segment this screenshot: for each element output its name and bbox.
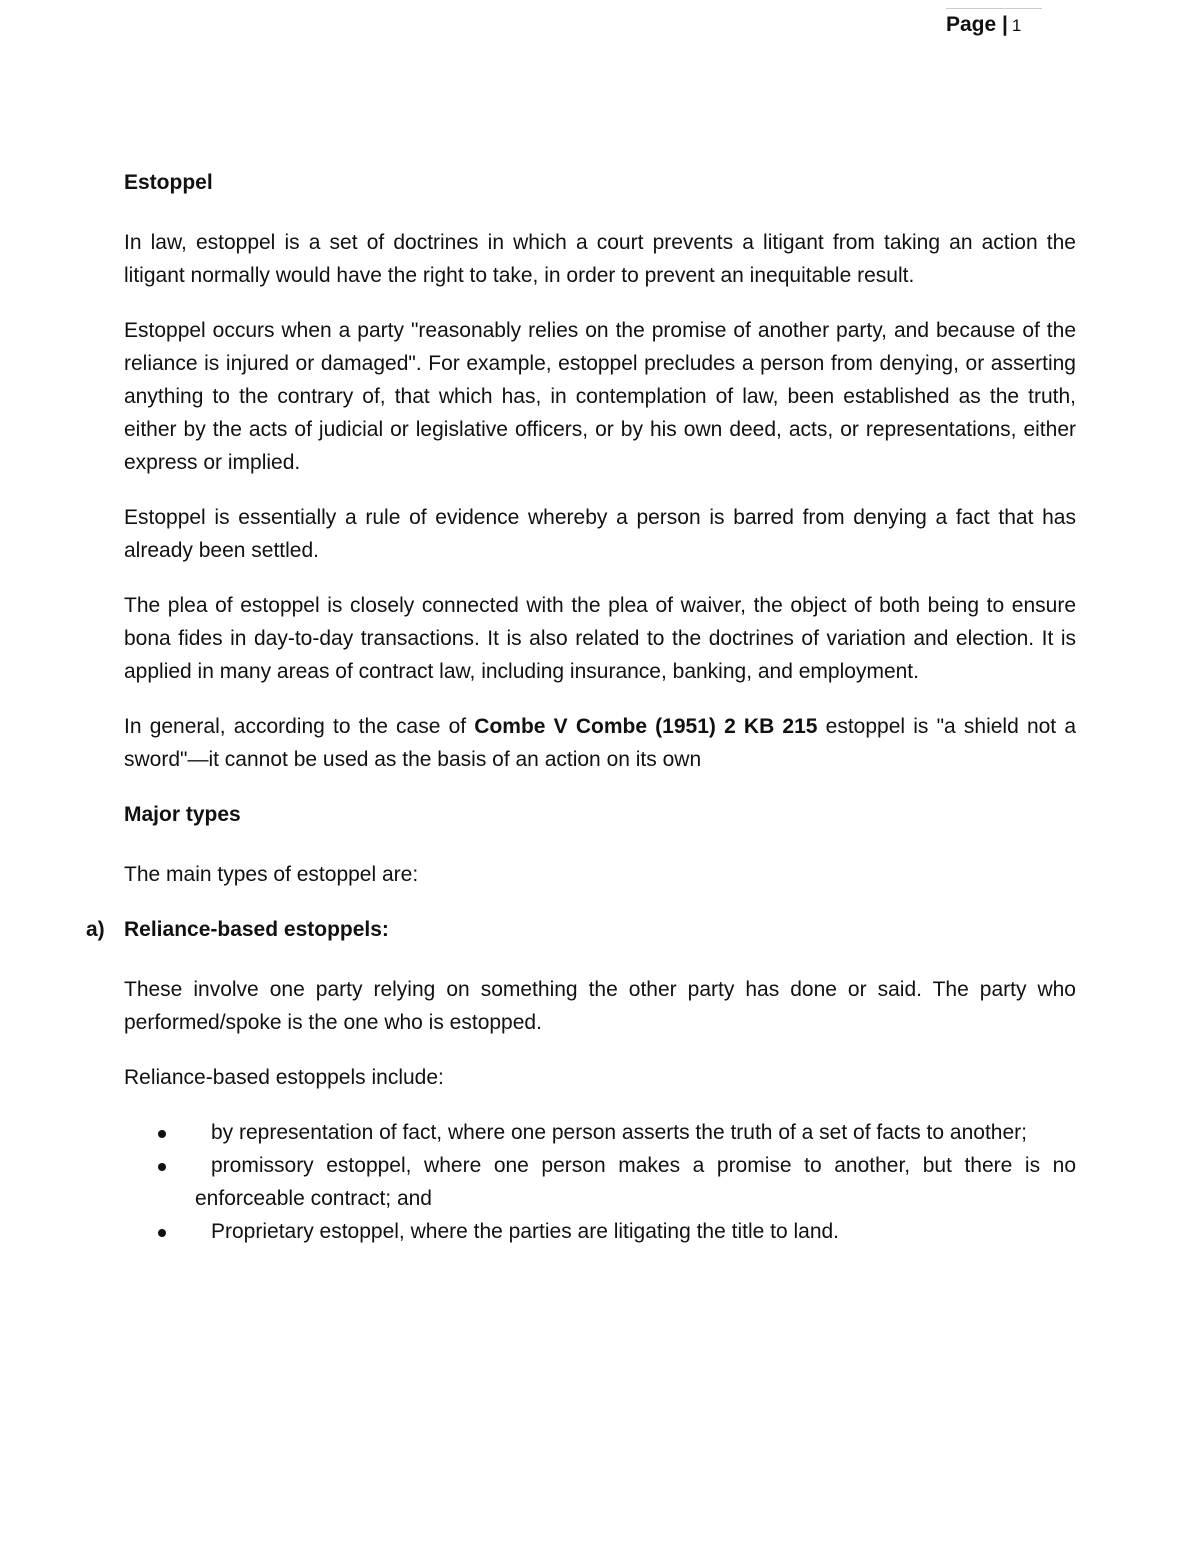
list-item: Proprietary estoppel, where the parties are litigating the title to land. bbox=[195, 1215, 1076, 1248]
bullet-icon bbox=[158, 1130, 166, 1138]
case-citation: Combe V Combe (1951) 2 KB 215 bbox=[474, 715, 818, 738]
reliance-description: These involve one party relying on something the other party has done or said. The party who performed/spoke is the one who is estopped. bbox=[124, 978, 1076, 1034]
bullet-icon bbox=[158, 1163, 166, 1171]
paragraph-reliance: Estoppel occurs when a party "reasonably relies on the promise of another party, and because of the reliance is injured or damaged". For example, estoppel precludes a person from denying, or asserting anything to the contrary of, that which has, in contemplation of law, been established as the truth, either by the acts of judicial or legislative officers, or by his own deed, acts, or representations, either express or implied. bbox=[124, 319, 1076, 474]
page-header bbox=[946, 8, 1042, 37]
major-types-intro: The main types of estoppel are: bbox=[124, 863, 419, 886]
major-types-heading: Major types bbox=[124, 803, 241, 826]
reliance-heading: Reliance-based estoppels: bbox=[124, 918, 389, 941]
reliance-types-list bbox=[124, 1116, 1076, 1248]
bullet-icon bbox=[158, 1229, 166, 1237]
case-conclusion-text: estoppel is "a shield not a sword"—it cannot be used as the basis of an action on its own bbox=[124, 715, 1076, 771]
reliance-includes: Reliance-based estoppels include: bbox=[124, 1066, 444, 1089]
page-label: Page | bbox=[946, 13, 1008, 36]
document-body bbox=[86, 166, 1076, 1248]
paragraph-shield-not-sword bbox=[124, 710, 1076, 776]
reliance-heading-item bbox=[86, 913, 1076, 946]
page-number: 1 bbox=[1011, 16, 1022, 35]
paragraph-waiver: The plea of estoppel is closely connected with the plea of waiver, the object of both being to ensure bona fides in day-to-day transactions. It is also related to the doctrines of variation and election. It is applied in many areas of contract law, including insurance, banking, and employment. bbox=[124, 594, 1076, 683]
list-marker: a) bbox=[86, 918, 105, 941]
paragraph-rule-of-evidence: Estoppel is essentially a rule of evidence whereby a person is barred from denying a fact that has already been settled. bbox=[124, 506, 1076, 562]
paragraph-definition: In law, estoppel is a set of doctrines in which a court prevents a litigant from taking an action the litigant normally would have the right to take, in order to prevent an inequitable result. bbox=[124, 231, 1076, 287]
case-intro-text: In general, according to the case of bbox=[124, 715, 475, 738]
document-title: Estoppel bbox=[124, 171, 213, 194]
list-item: by representation of fact, where one person asserts the truth of a set of facts to another; bbox=[195, 1116, 1076, 1149]
list-item: promissory estoppel, where one person makes a promise to another, but there is no enforceable contract; and bbox=[195, 1149, 1076, 1215]
